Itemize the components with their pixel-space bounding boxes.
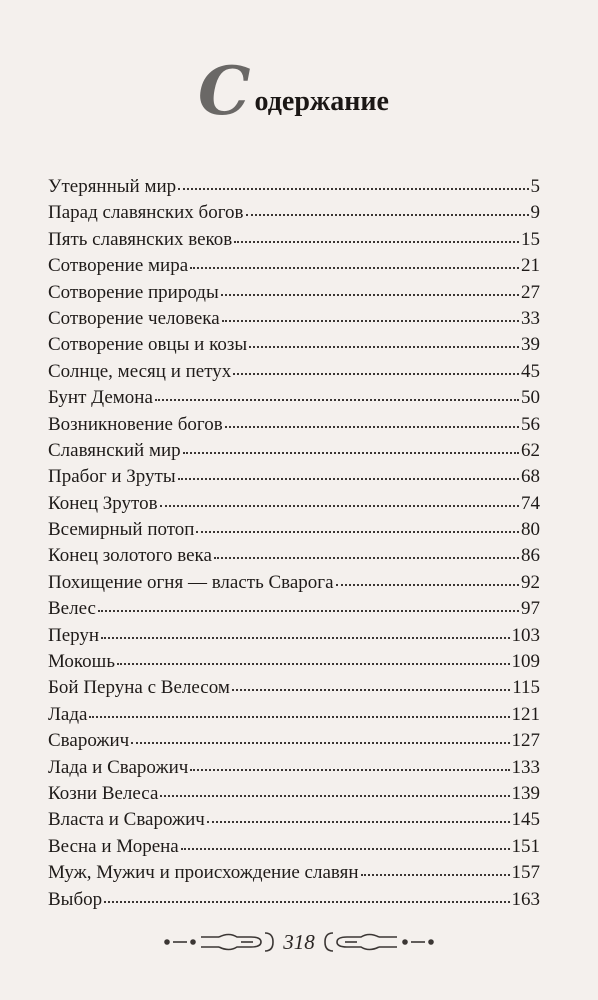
toc-entry (48, 807, 540, 833)
toc-entry-page: 115 (512, 677, 540, 699)
toc-entry (48, 543, 540, 569)
toc-entry (48, 860, 540, 886)
toc-entry (48, 174, 540, 200)
toc-entry-page: 139 (511, 782, 540, 804)
toc-entry (48, 702, 540, 728)
toc-dot-leader (214, 555, 519, 559)
toc-entry-title: Лада и Сварожич (48, 756, 189, 778)
toc-dot-leader (234, 239, 519, 243)
toc-entry (48, 227, 540, 253)
toc-entry-page: 109 (511, 651, 540, 673)
toc-dot-leader (178, 476, 519, 480)
toc-entry-page: 33 (521, 307, 540, 329)
toc-dot-leader (246, 212, 529, 216)
toc-entry-page: 39 (521, 334, 540, 356)
toc-entry-title: Власта и Сварожич (48, 809, 205, 831)
toc-entry (48, 834, 540, 860)
toc-dot-leader (361, 872, 510, 876)
toc-entry (48, 649, 540, 675)
toc-entry-page: 103 (511, 624, 540, 646)
toc-entry-title: Мокошь (48, 651, 115, 673)
toc-entry-title: Выбор (48, 888, 103, 910)
toc-entry-title: Конец Зрутов (48, 492, 158, 514)
toc-entry-title: Пять славянских веков (48, 228, 233, 250)
toc-entry (48, 596, 540, 622)
toc-entry-title: Сотворение природы (48, 281, 219, 303)
toc-entry-title: Бунт Демона (48, 387, 153, 409)
toc-dot-leader (222, 318, 519, 322)
toc-entry-page: 92 (521, 571, 540, 593)
toc-dot-leader (336, 582, 519, 586)
toc-entry-page: 151 (511, 835, 540, 857)
toc-entry (48, 332, 540, 358)
toc-entry-title: Сотворение мира (48, 255, 189, 277)
toc-entry-page: 56 (521, 413, 540, 435)
toc-entry-title: Конец золотого века (48, 545, 212, 567)
toc-entry (48, 781, 540, 807)
heading (198, 52, 389, 130)
toc-dot-leader (232, 687, 510, 691)
ornament-right-icon (321, 929, 441, 955)
heading-dropcap: С (198, 52, 251, 130)
toc-dot-leader (178, 186, 528, 190)
toc-entry-title: Велес (48, 598, 96, 620)
toc-entry-title: Бой Перуна с Велесом (48, 677, 230, 699)
toc-entry-page: 80 (521, 519, 540, 541)
toc-entry-page: 127 (511, 730, 540, 752)
toc-entry-title: Весна и Морена (48, 835, 179, 857)
toc-entry-title: Козни Велеса (48, 782, 159, 804)
toc-dot-leader (155, 397, 519, 401)
page-number: 318 (283, 929, 315, 954)
toc-entry-title: Парад славянских богов (48, 202, 244, 224)
toc-entry (48, 438, 540, 464)
toc-entry-title: Сварожич (48, 730, 130, 752)
toc-entry-title: Сотворение овцы и козы (48, 334, 248, 356)
toc-dot-leader (249, 344, 519, 348)
toc-entry (48, 755, 540, 781)
toc-entry-title: Прабог и Зруты (48, 466, 176, 488)
toc-dot-leader (183, 450, 519, 454)
toc-entry-title: Солнце, месяц и петух (48, 360, 232, 382)
toc-dot-leader (233, 371, 519, 375)
toc-entry (48, 623, 540, 649)
toc-dot-leader (117, 661, 510, 665)
toc-entry-title: Возникновение богов (48, 413, 223, 435)
toc-entry-page: 62 (521, 439, 540, 461)
toc-entry-page: 68 (521, 466, 540, 488)
toc-entry (48, 491, 540, 517)
toc-entry (48, 517, 540, 543)
toc-entry-page: 45 (521, 360, 540, 382)
toc-entry-page: 86 (521, 545, 540, 567)
toc-entry-title: Похищение огня — власть Сварога (48, 571, 334, 593)
toc-entry-page: 97 (521, 598, 540, 620)
toc-entry-page: 157 (511, 862, 540, 884)
toc-entry-page: 15 (521, 228, 540, 250)
toc-entry-page: 74 (521, 492, 540, 514)
toc-entry (48, 253, 540, 279)
toc-entry (48, 200, 540, 226)
toc-entry-page: 163 (511, 888, 540, 910)
toc-entry-page: 5 (530, 176, 540, 197)
toc-entry (48, 359, 540, 385)
toc-entry (48, 306, 540, 332)
table-of-contents (48, 174, 540, 913)
toc-entry-title: Перун (48, 624, 100, 646)
toc-dot-leader (181, 846, 510, 850)
toc-dot-leader (190, 265, 519, 269)
toc-entry (48, 728, 540, 754)
toc-entry-page: 50 (521, 387, 540, 409)
toc-dot-leader (160, 793, 509, 797)
toc-dot-leader (207, 819, 510, 823)
toc-entry-page: 9 (530, 202, 540, 224)
toc-entry (48, 887, 540, 913)
toc-entry (48, 412, 540, 438)
page-footer (0, 922, 598, 962)
toc-entry (48, 464, 540, 490)
toc-entry-page: 21 (521, 255, 540, 277)
toc-entry (48, 385, 540, 411)
toc-dot-leader (131, 740, 509, 744)
toc-entry-title: Славянский мир (48, 439, 181, 461)
toc-dot-leader (89, 714, 509, 718)
toc-entry-title: Всемирный потоп (48, 519, 195, 541)
toc-dot-leader (196, 529, 519, 533)
toc-dot-leader (221, 292, 519, 296)
toc-dot-leader (98, 608, 519, 612)
toc-dot-leader (104, 899, 509, 903)
toc-dot-leader (160, 503, 519, 507)
toc-entry-title: Муж, Мужич и происхождение славян (48, 862, 359, 884)
toc-dot-leader (190, 767, 509, 771)
toc-dot-leader (101, 635, 509, 639)
toc-entry-title: Лада (48, 703, 88, 725)
toc-entry-title: Сотворение человека (48, 307, 220, 329)
toc-entry-page: 121 (511, 703, 540, 725)
heading-title: одержание (254, 86, 389, 117)
toc-dot-leader (225, 424, 519, 428)
toc-entry (48, 570, 540, 596)
toc-entry-page: 133 (511, 756, 540, 778)
toc-entry-page: 145 (511, 809, 540, 831)
toc-entry (48, 675, 540, 701)
toc-entry (48, 280, 540, 306)
toc-entry-page: 27 (521, 281, 540, 303)
toc-entry-title: Утерянный мир (48, 176, 177, 197)
ornament-left-icon (157, 929, 277, 955)
